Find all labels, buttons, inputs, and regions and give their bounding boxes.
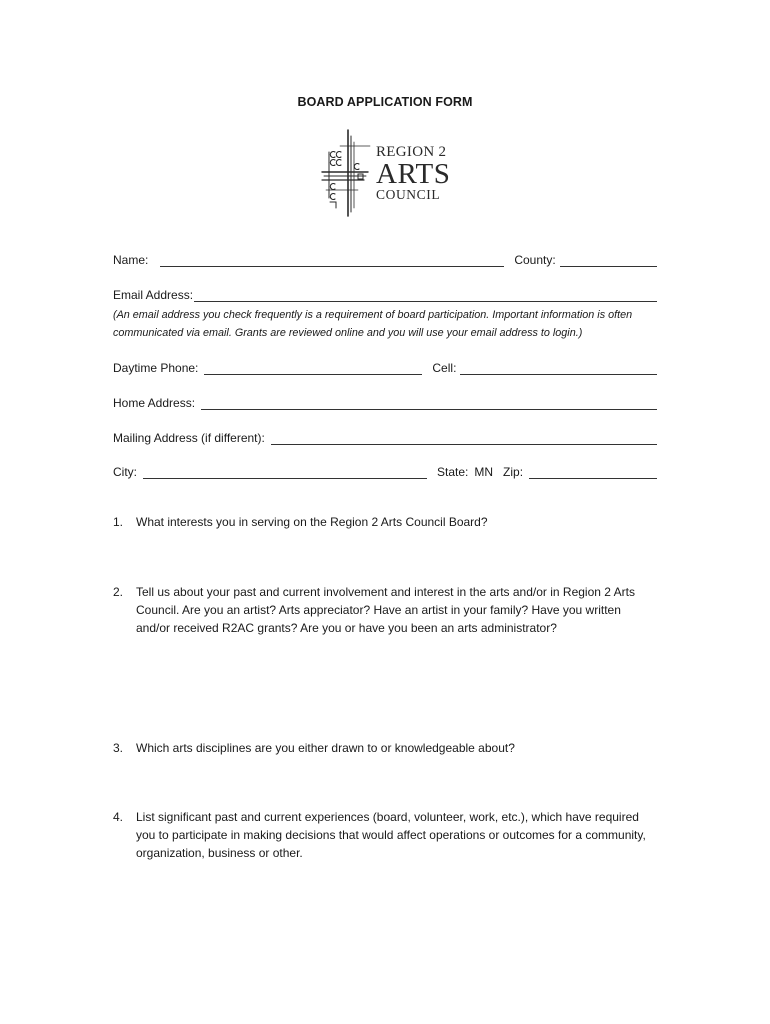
state-value: MN xyxy=(474,465,494,479)
question-4 xyxy=(113,808,653,862)
question-text: List significant past and current experiences (board, volunteer, work, etc.), which have required you to participate in making decisions that would affect operations or outcomes for a community, organization, business or other. xyxy=(136,810,646,860)
email-row xyxy=(113,284,657,302)
name-label: Name: xyxy=(113,253,149,267)
question-text: Which arts disciplines are you either drawn to or knowledgeable about? xyxy=(136,741,515,755)
email-label: Email Address: xyxy=(113,288,194,302)
question-1 xyxy=(113,513,653,531)
mailing-address-label: Mailing Address (if different): xyxy=(113,431,265,445)
question-text: What interests you in serving on the Region 2 Arts Council Board? xyxy=(136,515,488,529)
city-field[interactable] xyxy=(143,465,427,479)
daytime-phone-field[interactable] xyxy=(204,361,422,375)
question-number: 3. xyxy=(113,741,124,755)
county-field[interactable] xyxy=(560,253,657,267)
question-number: 2. xyxy=(113,585,124,599)
home-address-row xyxy=(113,392,657,410)
email-field[interactable] xyxy=(194,288,657,302)
mailing-address-row xyxy=(113,427,657,445)
question-number: 1. xyxy=(113,515,124,529)
cell-label: Cell: xyxy=(432,361,457,375)
county-label: County: xyxy=(514,253,556,267)
logo-council-text: COUNCIL xyxy=(376,187,441,202)
question-2 xyxy=(113,583,653,637)
state-label: State: xyxy=(437,465,469,479)
home-address-field[interactable] xyxy=(201,396,657,410)
zip-label: Zip: xyxy=(503,465,524,479)
question-3 xyxy=(113,739,653,757)
region-2-arts-council-logo xyxy=(318,128,458,220)
zip-field[interactable] xyxy=(529,465,657,479)
city-label: City: xyxy=(113,465,137,479)
question-text: Tell us about your past and current involvement and interest in the arts and/or in Region 2 Arts Council. Are you an artist? Arts appreciator? Have an artist in your family? Have you written and/or received R2AC grants? Are you or have you been an arts administrator? xyxy=(136,585,635,635)
mailing-address-field[interactable] xyxy=(271,431,657,445)
form-title: BOARD APPLICATION FORM xyxy=(297,95,473,109)
logo-mark-icon xyxy=(318,128,374,220)
phone-row xyxy=(113,357,657,375)
daytime-phone-label: Daytime Phone: xyxy=(113,361,199,375)
home-address-label: Home Address: xyxy=(113,396,196,410)
logo-region-text: REGION 2 xyxy=(376,144,447,160)
name-field[interactable] xyxy=(160,253,504,267)
city-state-zip-row xyxy=(113,461,657,479)
question-number: 4. xyxy=(113,810,124,824)
logo-arts-text: ARTS xyxy=(376,158,451,190)
cell-field[interactable] xyxy=(460,361,657,375)
email-note: (An email address you check frequently is a requirement of board participation. Important information is often communicated via email. Grants are reviewed online and you will use your email address to login.) xyxy=(113,309,633,339)
name-county-row xyxy=(113,249,657,267)
